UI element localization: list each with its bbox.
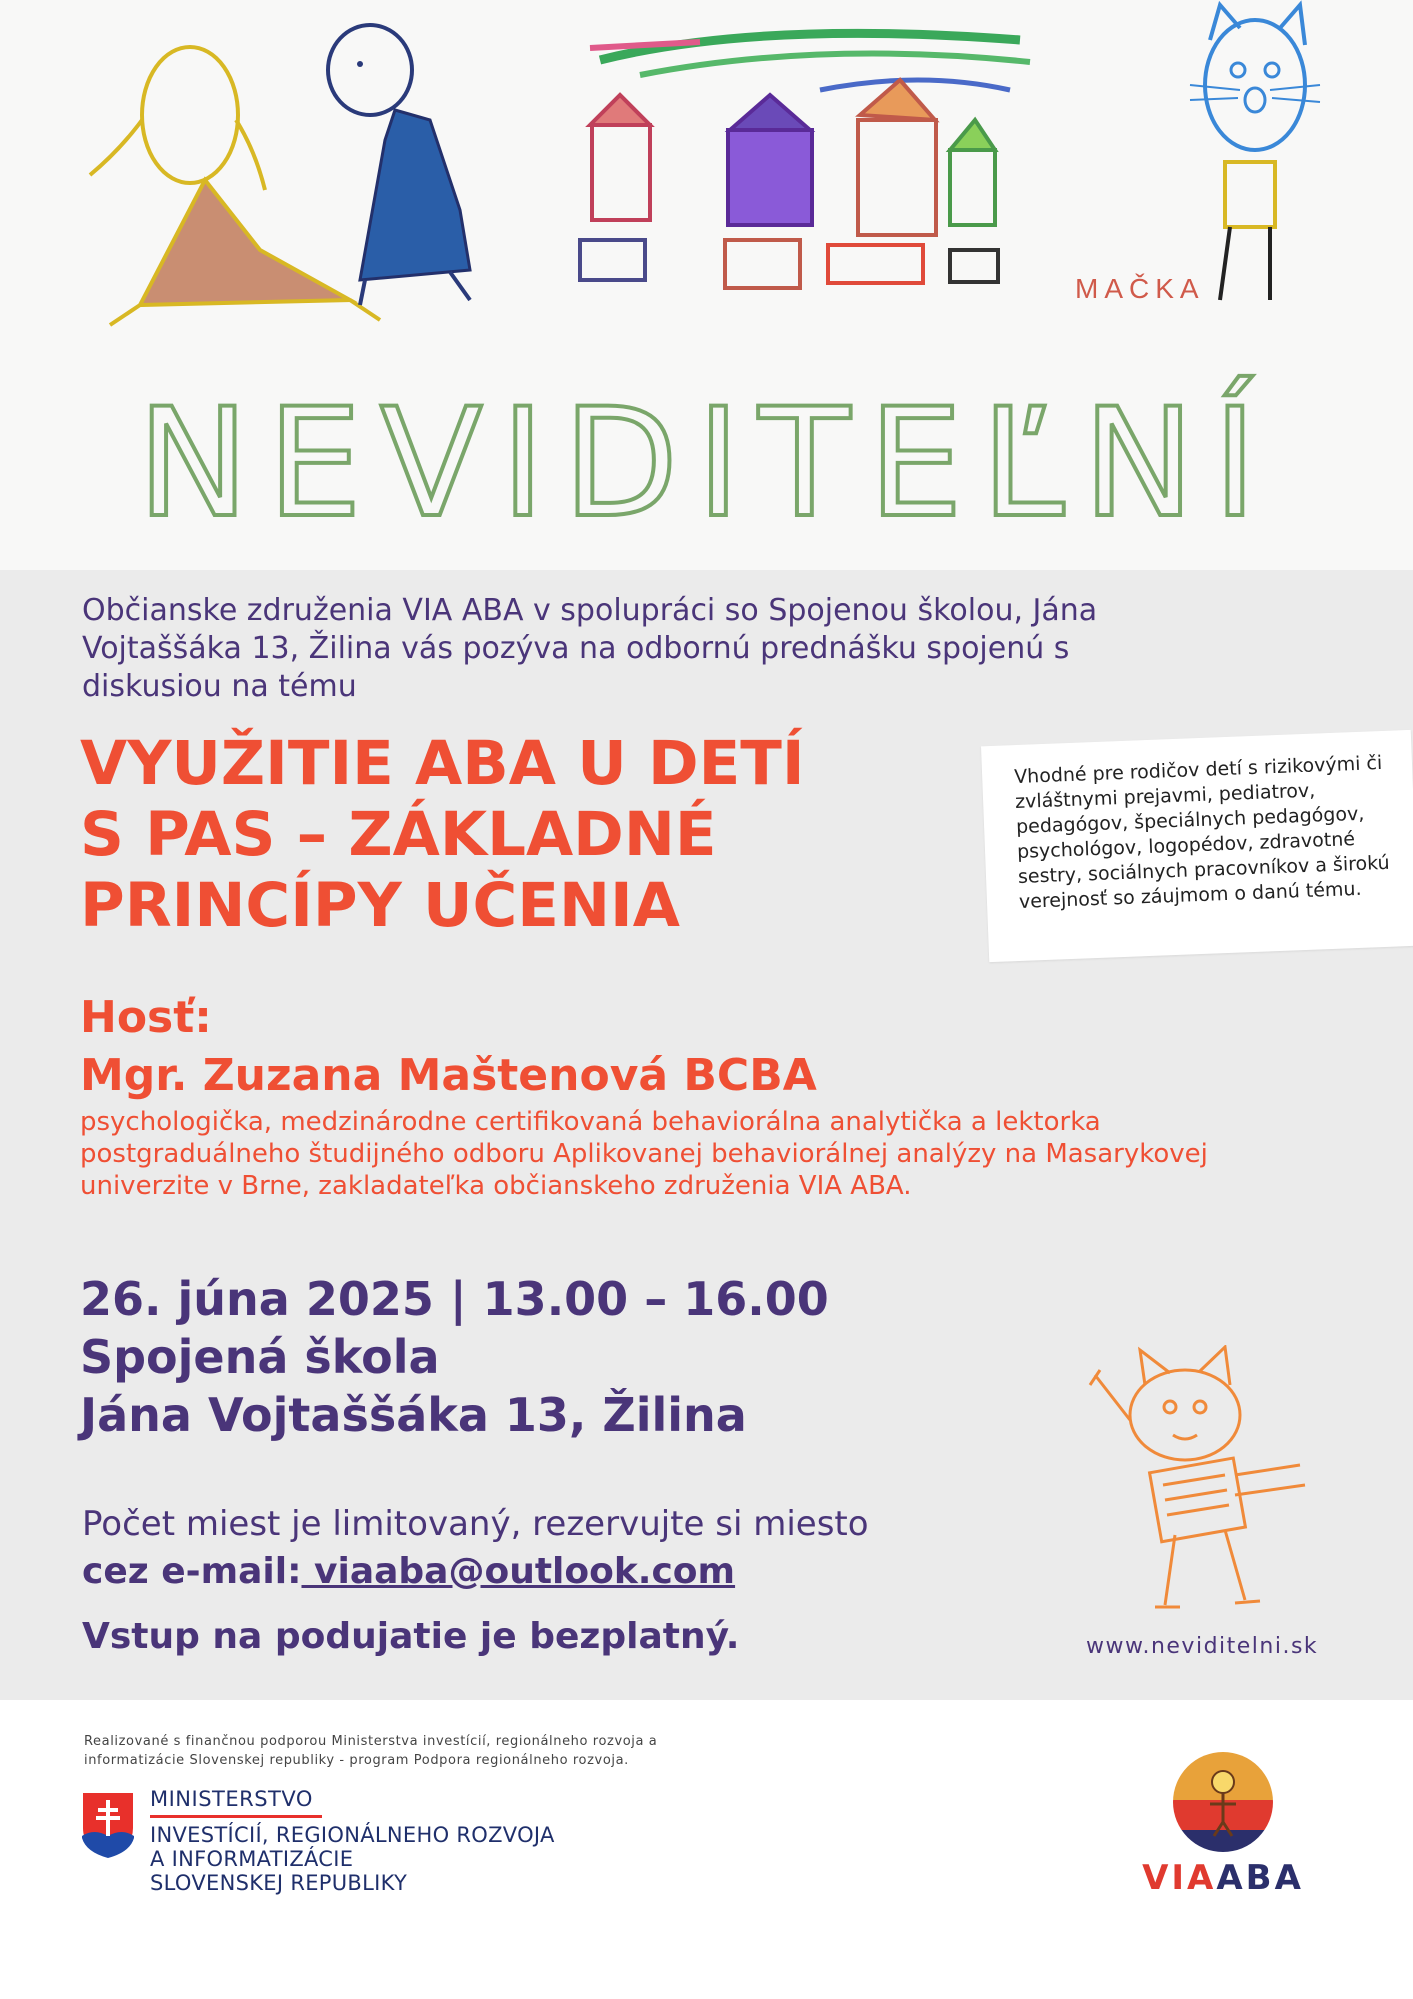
slovak-coat-of-arms-icon <box>80 1790 136 1860</box>
cat-drawing-icon <box>1085 1345 1315 1625</box>
guest-description: psychologička, medzinárodne certifikovaná behaviorálna analytička a lektorka postgraduálneho študijného odboru Aplikovanej behaviorálnej analýzy na Masarykovej univerzite v Brne, zakladateľka občianskeho združenia VIA ABA. <box>80 1107 1208 1201</box>
ministry-divider <box>150 1815 322 1818</box>
via-aba-wordmark-part-1: VIA <box>1142 1858 1217 1898</box>
via-aba-logo <box>1138 1752 1308 1898</box>
drawing-caption: MAČKA <box>1075 273 1205 304</box>
ministry-logo <box>80 1786 600 1896</box>
hero-drawing <box>0 0 1413 570</box>
lecture-headline <box>80 728 980 941</box>
event-venue: Spojená škola <box>80 1330 440 1384</box>
ministry-line-3: SLOVENSKEJ REPUBLIKY <box>150 1871 408 1895</box>
email-prefix: cez e-mail: <box>82 1551 302 1592</box>
capacity-text: Počet miest je limitovaný, rezervujte si miesto <box>82 1504 869 1544</box>
audience-note-text: Vhodné pre rodičov detí s rizikovými či zvláštnymi prejavmi, pediatrov, pedagógov, špeciálnych pedagógov, psychológov, logopédov, zdravotné sestry, sociálnych pracovníkov a širokú verejnosť so záujmom o danú tému. <box>1013 751 1390 913</box>
headline-line-2: S PAS – ZÁKLADNÉ <box>80 799 717 870</box>
children-drawing-illustration <box>0 0 1413 570</box>
via-aba-wordmark <box>1138 1858 1308 1898</box>
ministry-line-1: INVESTÍCIÍ, REGIONÁLNEHO ROZVOJA <box>150 1823 555 1847</box>
intro-text: Občianske združenia VIA ABA v spolupráci so Spojenou školou, Jána Vojtaššáka 13, Žilina vás pozýva na odbornú prednášku spojenú s diskusiou na tému <box>82 593 1098 704</box>
free-entry-text: Vstup na podujatie je bezplatný. <box>82 1616 740 1657</box>
email-line <box>82 1550 735 1594</box>
event-details <box>80 1270 829 1444</box>
guest-label: Hosť: <box>80 992 212 1043</box>
via-aba-emblem-icon <box>1138 1752 1308 1857</box>
headline-line-1: VYUŽITIE ABA U DETÍ <box>80 728 805 799</box>
ministry-line-2: A INFORMATIZÁCIE <box>150 1847 354 1871</box>
headline-line-3: PRINCÍPY UČENIA <box>80 870 680 941</box>
event-datetime: 26. júna 2025 | 13.00 – 16.00 <box>80 1272 829 1326</box>
funding-notice: Realizované s finančnou podporou Ministerstva investícií, regionálneho rozvoja a informatizácie Slovenskej republiky - program Podpora regionálneho rozvoja. <box>84 1734 658 1768</box>
website-link[interactable]: www.neviditelni.sk <box>1086 1634 1319 1659</box>
ministry-subtitle <box>150 1823 590 1895</box>
guest-name: Mgr. Zuzana Maštenová BCBA <box>80 1050 817 1101</box>
hero-title: NEVIDITEĽNÍ <box>137 377 1275 551</box>
audience-note <box>981 730 1413 962</box>
ministry-title: MINISTERSTVO <box>150 1787 313 1811</box>
via-aba-wordmark-part-2: ABA <box>1216 1858 1304 1898</box>
email-link[interactable]: viaaba@outlook.com <box>301 1551 736 1592</box>
event-address: Jána Vojtaššáka 13, Žilina <box>80 1388 747 1442</box>
